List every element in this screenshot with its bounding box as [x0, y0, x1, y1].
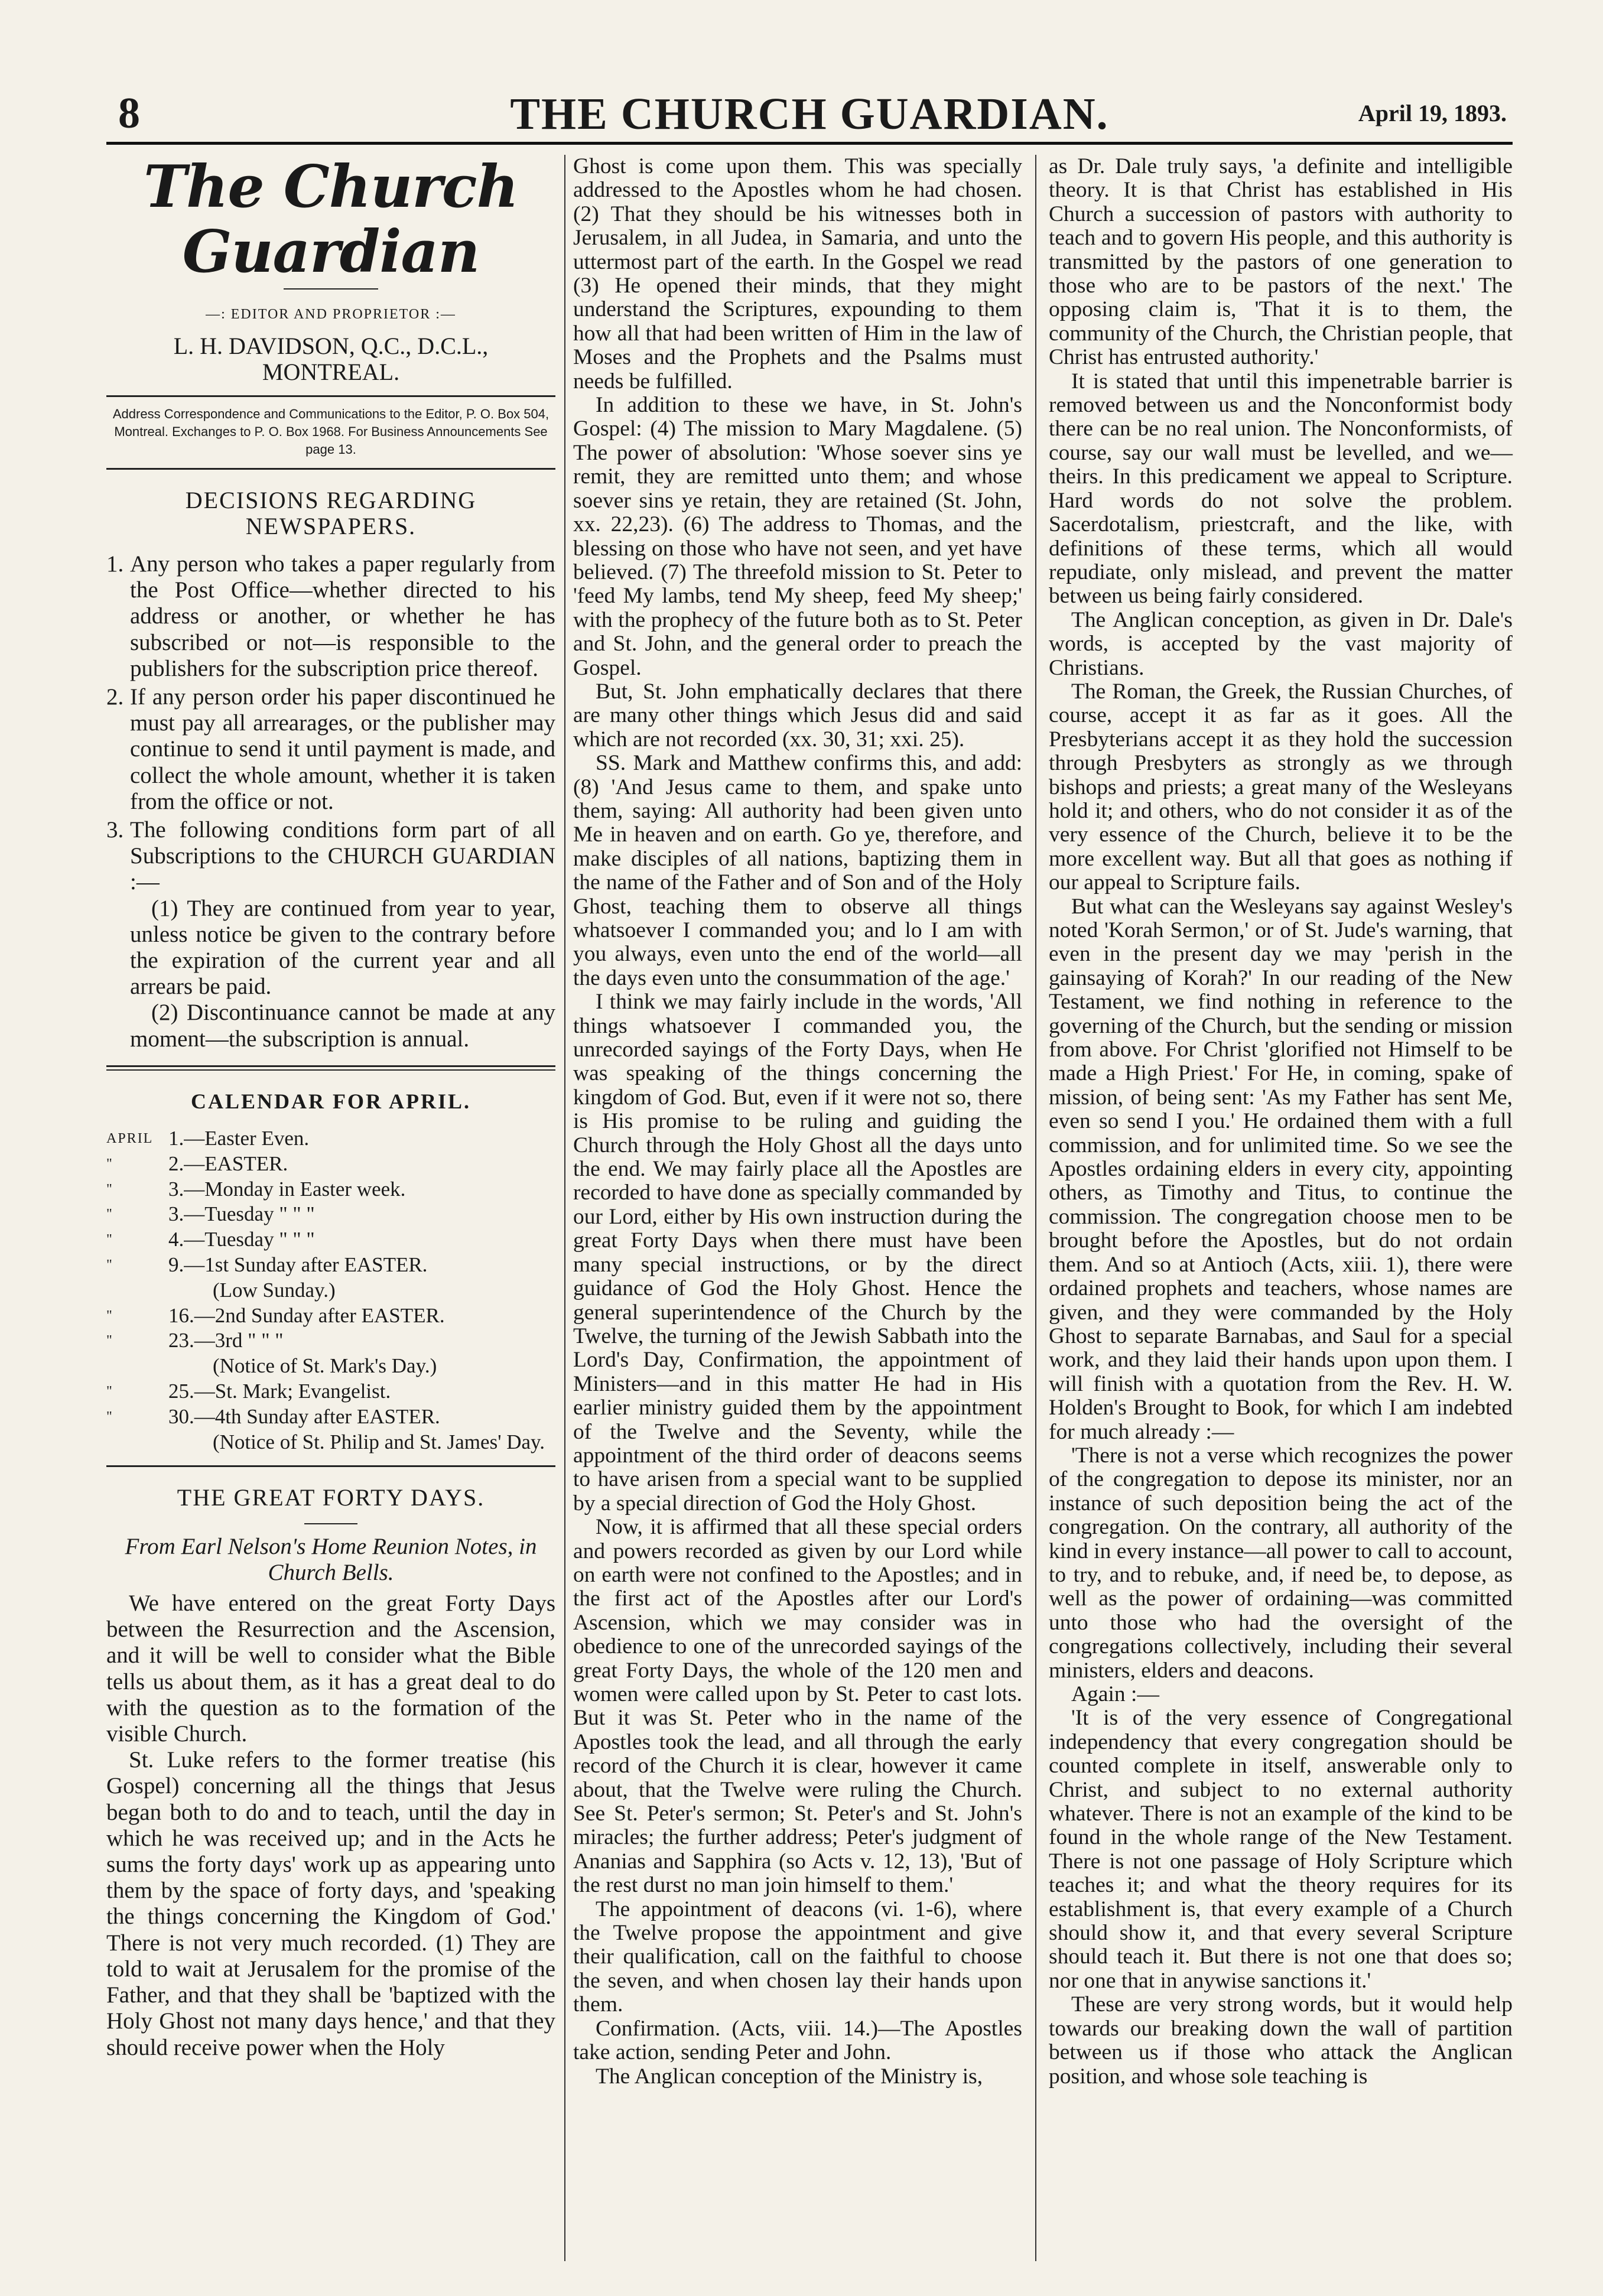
- paragraph: Confirmation. (Acts, viii. 14.)—The Apostles take action, sending Peter and John.: [573, 2016, 1022, 2065]
- ornament-rule: [284, 288, 378, 290]
- running-masthead: THE CHURCH GUARDIAN.: [510, 89, 1109, 139]
- editor-name: L. H. DAVIDSON, Q.C., D.C.L., MONTREAL.: [173, 333, 489, 386]
- column-2: [573, 155, 1022, 2089]
- decision-item: 1. Any person who takes a paper regularly from the Post Office—whether directed to his address or another, or whether he has subscribed or not—is responsible to the publishers for the subscription price thereof.: [106, 551, 555, 681]
- paragraph: These are very strong words, but it would help towards our breaking down the wall of partition between us if those who attack the Anglican position, and whose sole teaching is: [1049, 1992, 1513, 2089]
- column-rule: [564, 155, 565, 2261]
- decision-item: 3. The following conditions form part of all Subscriptions to the CHURCH GUARDIAN :— (1) They are continued from year to year, unless notice be given to the contrary before the expiration of the current year and all arrears be paid. (2) Discontinuance cannot be made at any moment—the subscription is annual.: [106, 817, 555, 1052]
- paragraph: We have entered on the great Forty Days between the Resurrection and the Ascension, and it will be well to consider what the Bible tells us about them, as it has a great deal to do with the question as to the formation of the visible Church.: [106, 1591, 555, 1747]
- paragraph: I think we may fairly include in the words, 'All things whatsoever I commanded you, the unrecorded sayings of the Forty Days, when He was speaking of the things concerning the kingdom of God. But, even if it were not so, there is His promise to be ruling and guiding the Church through the Holy Ghost all the days unto the end. We may fairly place all the Apostles are recorded to have done as specially commanded by our Lord, either by His own instruction during the great Forty Days when there must have been many special instructions, or by the direct guidance of God the Holy Ghost. Hence the general superintendence of the Church by the Twelve, the turning of the Jewish Sabbath into the Lord's Day, Confirmation, the appointment of Ministers—and in this matter He had in His earlier ministry guided them by the appointment of the Twelve and the Seventy, while the appointment of the third order of deacons seems to have arisen from a special want to be supplied by a special direction of God the Holy Ghost.: [573, 990, 1022, 1516]
- paragraph: The appointment of deacons (vi. 1-6), where the Twelve propose the appointment and give their qualification, call on the faithful to choose the seven, and when chosen lay their hands upon them.: [573, 1897, 1022, 2017]
- paragraph: Ghost is come upon them. This was specially addressed to the Apostles whom he had chosen. (2) That they should be his witnesses both in Jerusalem, in all Judea, in Samaria, and unto the uttermost part of the earth. In the Gospel we read (3) He opened their minds, that they might understand the Scriptures, expounding to them how all that had been written of Him in the law of Moses and the Prophets and the Psalms must needs be fulfilled.: [573, 154, 1022, 393]
- calendar-row: " 25.—St. Mark; Evangelist.: [106, 1380, 391, 1403]
- ornament-rule: [304, 1523, 357, 1524]
- paragraph: Again :—: [1071, 1682, 1159, 1706]
- page-number: 8: [118, 89, 140, 138]
- calendar-row: APRIL 1.—Easter Even.: [106, 1127, 310, 1150]
- editor-label: —: EDITOR AND PROPRIETOR :—: [206, 307, 456, 322]
- paragraph: 'It is of the very essence of Congregational independency that every congregation should be counted complete in itself, answerable only to Christ, and subject to no external authority whatever. There is not an example of the kind to be found in the whole range of the New Testament. There is not one passage of Holy Scripture which teaches it; and what the theory requires for its establishment is, that every example of a Church should show it, and that every several Scripture should teach it. But there is not one that does so; nor one that in anywise sanctions it.': [1049, 1706, 1513, 1993]
- article-byline: From Earl Nelson's Home Reunion Notes, in Church Bells.: [125, 1533, 537, 1585]
- column-3: [1049, 155, 1513, 2089]
- condition: (2) Discontinuance cannot be made at any moment—the subscription is annual.: [130, 1000, 555, 1052]
- column-rule: [1035, 155, 1036, 2261]
- paragraph: Now, it is affirmed that all these special orders and powers recorded as given by our Lord while on earth were not confined to the Apostles; and in the first act of the Apostles after our Lord's Ascension, which we may consider was in obedience to one of the unrecorded sayings of the great Forty Days, the whole of the 120 men and women were called upon by St. Peter to cast lots. But it was St. Peter who in the name of the Apostles took the lead, and all through the early record of the Church it is clear, however it came about, that the Twelve were ruling the Church. See St. Peter's sermon; St. Peter's and St. John's miracles; the further address; Peter's judgment of Ananias and Sapphira (so Acts v. 12, 13), 'But of the rest durst no man join himself to them.': [573, 1515, 1022, 1898]
- condition: (1) They are continued from year to year, unless notice be given to the contrary before the expiration of the current year and all arrears be paid.: [130, 895, 555, 1000]
- paragraph: SS. Mark and Matthew confirms this, and add: (8) 'And Jesus came to them, and spake unto them, saying: All authority had been given unto Me in heaven and on earth. Go ye, therefore, and make disciples of all nations, baptizing them in the name of the Father and of Son and of the Holy Ghost, teaching them to observe all things whatsoever I commanded you; and lo I am with you always, even unto the end of the world—all the days even unto the consummation of the age.': [573, 751, 1022, 990]
- calendar-row: " 3.—Tuesday " " ": [106, 1202, 315, 1226]
- divider: [106, 1465, 555, 1467]
- divider: [106, 468, 555, 470]
- calendar-row: " 3.—Monday in Easter week.: [106, 1177, 406, 1201]
- paragraph: But, St. John emphatically declares that there are many other things which Jesus did and said which are not recorded (xx. 30, 31; xxi. 25).: [573, 679, 1022, 752]
- paragraph: 'There is not a verse which recognizes the power of the congregation to depose its minister, nor an instance of such deposition being the act of the congregation. On the contrary, all authority of the kind in every instance—all power to call to account, to try, and to rebuke, and, if need be, to depose, as well as the power of ordaining—was committed unto those who had the oversight of the congregations collectively, including their several ministers, elders and deacons.: [1049, 1443, 1513, 1683]
- paragraph: as Dr. Dale truly says, 'a definite and intelligible theory. It is that Christ has established in His Church a succession of pastors with authority to teach and to govern His people, and this authority is transmitted by the pastors of one generation to those who are to be pastors of the next.' The opposing claim is, 'That it is to them, the community of the Church, the Christian people, that Christ has entrusted authority.': [1049, 154, 1513, 370]
- calendar-list: [106, 1126, 555, 1455]
- divider: [106, 1065, 555, 1067]
- paragraph: But what can the Wesleyans say against Wesley's noted 'Korah Sermon,' or of St. Jude's warning, that even in the present day we may 'perish in the gainsaying of Korah?' In our reading of the New Testament, we find nothing in reference to the governing of the Church, but the sending or mission from above. For Christ 'glorified not Himself to be made a High Priest.' For He, in coming, spake of mission, of being sent: 'As my Father has sent Me, even so send I you.' He ordained them with a full commission, and for unlimited time. So we see the Apostles ordaining elders in every city, appointing others, as Timothy and Titus, to continue the commission. The congregation choose men to be brought before the Apostles, but do not ordain them. And so at Antioch (Acts, xiii. 1), there were ordained prophets and teachers, whose names are given, and they were commanded by the Holy Ghost to separate Barnabas, and Saul for a special work, and they laid their hands upon upon them. I will finish with a quotation from the Rev. H. W. Holden's Brought to Book, for which I am indebted for much already :—: [1049, 894, 1513, 1444]
- column-1: [106, 155, 555, 2061]
- calendar-row: (Low Sunday.): [213, 1278, 336, 1302]
- decisions-list: [106, 551, 555, 1052]
- calendar-row: " 23.—3rd " " ": [106, 1329, 284, 1352]
- calendar-row: " 9.—1st Sunday after EASTER.: [106, 1253, 428, 1277]
- paragraph: In addition to these we have, in St. John's Gospel: (4) The mission to Mary Magdalene. (5) The power of absolution: 'Whose soever sins ye remit, they are remitted unto them; and whose soever sins ye retain, they are retained (St. John, xx. 22,23). (6) The address to Thomas, and the blessing on those who have not seen, and yet have believed. (7) The threefold mission to St. Peter to 'feed My lambs, tend My sheep, feed My sheep;' with the prophecy of the future both as to St. Peter and St. John, and the general order to preach the Gospel.: [573, 393, 1022, 680]
- issue-date: April 19, 1893.: [1358, 100, 1507, 126]
- calendar-heading: CALENDAR FOR APRIL.: [190, 1089, 472, 1113]
- calendar-row: (Notice of St. Philip and St. James' Day.: [213, 1430, 545, 1453]
- paragraph: It is stated that until this impenetrable barrier is removed between us and the Nonconformist body there can be no real union. The Nonconformists, of course, say our wall must be levelled, and we—theirs. In this predicament we appeal to Scripture. Hard words do not solve the problem. Sacerdotalism, priestcraft, and the like, with definitions of these terms, which all would repudiate, only mislead, and prevent the matter between us being fairly considered.: [1049, 369, 1513, 609]
- calendar-row: " 4.—Tuesday " " ": [106, 1228, 315, 1251]
- address-notice: Address Correspondence and Communications to the Editor, P. O. Box 504, Montreal. Exchanges to P. O. Box 1968. For Business Announcements See page 13.: [112, 406, 549, 457]
- paragraph: St. Luke refers to the former treatise (his Gospel) concerning all the things that Jesus began both to do and to teach, until the day in which he was received up; and in the Acts he sums the forty days' work up as appearing unto them by the space of forty days, and 'speaking the things concerning the Kingdom of God.' There is not very much recorded. (1) They are told to wait at Jerusalem for the promise of the Father, and that they shall be 'baptized with the Holy Ghost not many days hence,' and that they should receive power when the Holy: [106, 1747, 555, 2060]
- paragraph: The Roman, the Greek, the Russian Churches, of course, accept it as far as it goes. All the Presbyterians accept it as they hold the succession through Presbyters as strongly as we through bishops and priests; a great many of the Wesleyans hold it; and others, who do not consider it as of the very essence of the Church, believe it to be the more excellent way. But all that goes as nothing if our appeal to Scripture fails.: [1049, 679, 1513, 895]
- article-title: THE GREAT FORTY DAYS.: [177, 1484, 485, 1511]
- page-header: [106, 89, 1513, 145]
- calendar-row: (Notice of St. Mark's Day.): [213, 1354, 437, 1378]
- paragraph: The Anglican conception, as given in Dr. Dale's words, is accepted by the vast majority of Christians.: [1049, 607, 1513, 680]
- calendar-row: " 16.—2nd Sunday after EASTER.: [106, 1303, 445, 1327]
- divider: [106, 1069, 555, 1071]
- paragraph: The Anglican conception of the Ministry is,: [596, 2064, 983, 2089]
- calendar-row: " 2.—EASTER.: [106, 1152, 288, 1175]
- paper-masthead: The Church Guardian: [144, 153, 518, 286]
- divider: [106, 395, 555, 397]
- decisions-heading: DECISIONS REGARDING NEWSPAPERS.: [185, 486, 477, 539]
- calendar-row: " 30.—4th Sunday after EASTER.: [106, 1404, 440, 1428]
- decision-item: 2. If any person order his paper discontinued he must pay all arrearages, or the publisher may continue to send it until payment is made, and collect the whole amount, whether it is taken from the office or not.: [106, 684, 555, 814]
